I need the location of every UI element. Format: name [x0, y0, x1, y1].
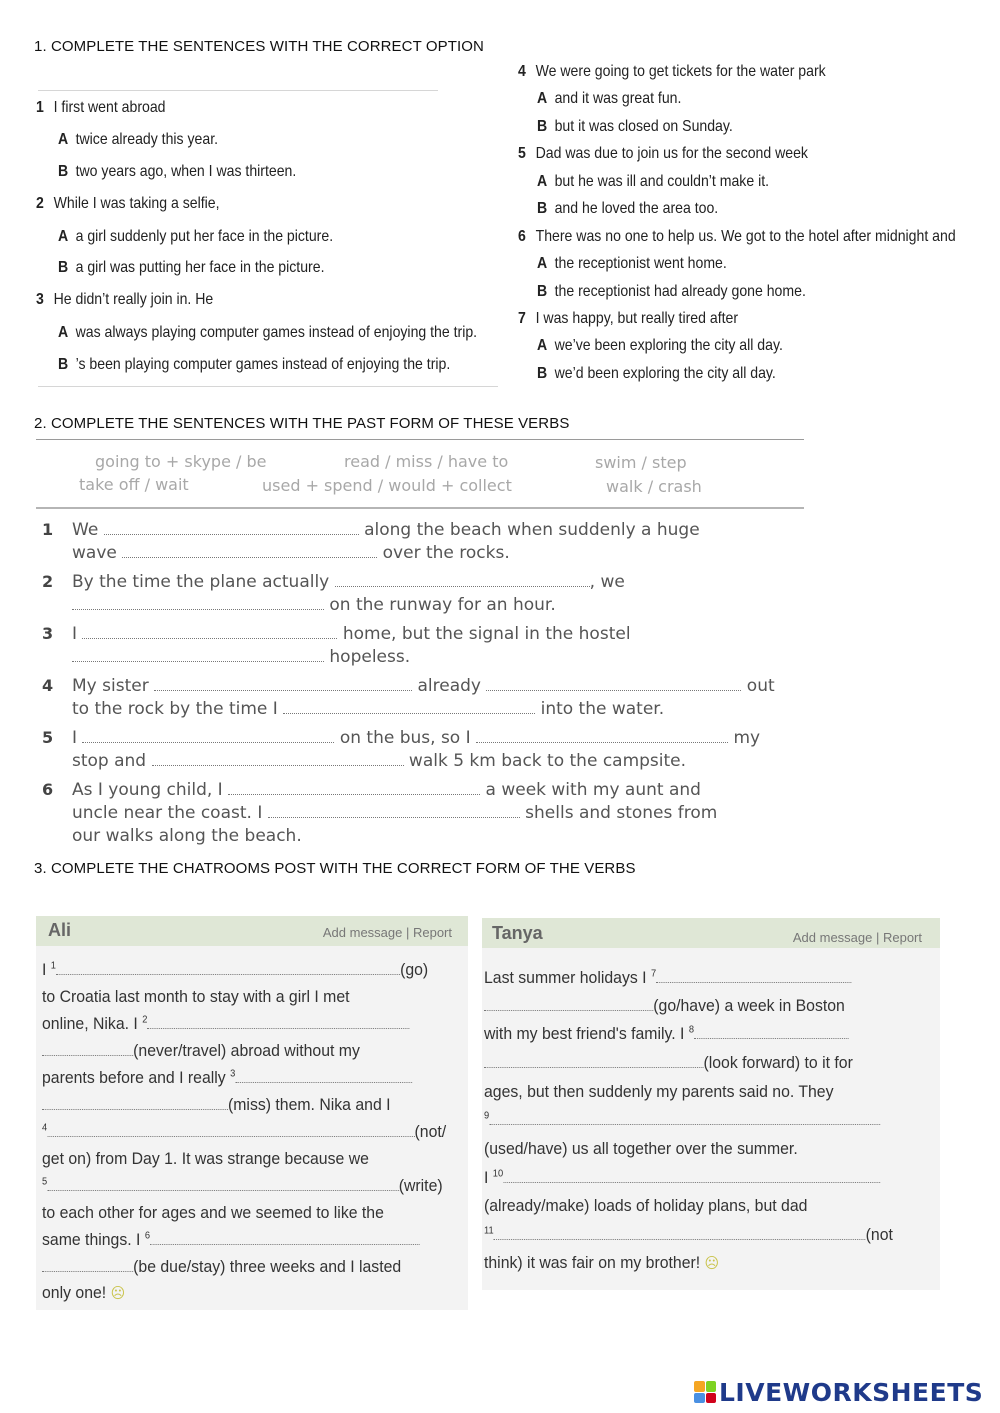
liveworksheets-logo	[694, 1378, 983, 1406]
answer-blank[interactable]	[656, 969, 851, 983]
option-5a[interactable]: A but he was ill and couldn’t make it.	[537, 173, 770, 190]
ali-line: (never/travel) abroad without my	[42, 1041, 360, 1061]
tanya-username: Tanya	[492, 923, 543, 943]
tanya-line: $^{11}$ (not	[484, 1225, 893, 1244]
divider	[38, 90, 438, 91]
answer-blank[interactable]	[335, 573, 590, 587]
section1-heading: 1. COMPLETE THE SENTENCES WITH THE CORRECT OPTION	[34, 38, 484, 55]
tanya-line: with my best friend's family. I $^8$	[484, 1024, 848, 1044]
tanya-line: (already/make) loads of holiday plans, but dad	[484, 1196, 808, 1215]
answer-blank[interactable]	[476, 729, 728, 743]
tanya-line: I $^{10}$	[484, 1168, 880, 1188]
answer-blank[interactable]	[154, 677, 412, 691]
item-5-line-2: stop and walk 5 km back to the campsite.	[72, 751, 687, 771]
ali-line: same things. I $^6$	[42, 1230, 420, 1250]
wordbox-top-line	[36, 439, 804, 440]
sad-face-icon: ☹	[704, 1255, 720, 1272]
answer-blank[interactable]	[147, 1015, 409, 1029]
ali-line: get on) from Day 1. It was strange because we	[42, 1149, 369, 1168]
tanya-line: 9	[484, 1110, 880, 1130]
item-4-line-1: My sister already out	[72, 676, 775, 696]
ali-line: only one! ☹	[42, 1283, 126, 1302]
item-2-line-1: By the time the plane actually , we	[72, 572, 625, 592]
answer-blank[interactable]	[104, 521, 359, 535]
ali-line: to each other for ages and we seemed to like the	[42, 1203, 384, 1222]
sad-face-icon: ☹	[110, 1285, 126, 1302]
tanya-line: (go/have) a week in Boston	[484, 996, 845, 1016]
answer-blank[interactable]	[72, 596, 324, 610]
answer-blank[interactable]	[42, 1258, 133, 1272]
option-6b[interactable]: B the receptionist had already gone home.	[537, 283, 806, 300]
answer-blank[interactable]	[494, 1226, 866, 1240]
item-6-line-2: uncle near the coast. I shells and stones from	[72, 803, 718, 823]
ali-add-message-report-links[interactable]: Add message | Report	[322, 925, 452, 940]
ali-line: parents before and I really $^3$	[42, 1068, 412, 1088]
item-1-line-1: We along the beach when suddenly a huge	[72, 520, 700, 540]
item-4-line-2: to the rock by the time I into the water.	[72, 699, 665, 719]
option-1a[interactable]: A twice already this year.	[58, 131, 219, 148]
option-1b[interactable]: B two years ago, when I was thirteen.	[58, 163, 297, 180]
ali-line: (miss) them. Nika and I	[42, 1095, 391, 1115]
ali-line: (be due/stay) three weeks and I lasted	[42, 1257, 401, 1277]
answer-blank[interactable]	[82, 625, 337, 639]
question-6: 6 There was no one to help us. We got to the hotel after midnight and	[518, 228, 956, 245]
answer-blank[interactable]	[150, 1231, 420, 1245]
ali-line: online, Nika. I $^2$	[42, 1014, 410, 1034]
tanya-line: (used/have) us all together over the summer.	[484, 1139, 798, 1158]
divider	[38, 386, 498, 387]
tanya-add-message-report-links[interactable]: Add message | Report	[792, 930, 922, 945]
word-option: going to + skype / be	[95, 452, 267, 471]
option-6a[interactable]: A the receptionist went home.	[537, 255, 727, 272]
option-2b[interactable]: B a girl was putting her face in the picture.	[58, 259, 325, 276]
item-6-line-3: our walks along the beach.	[72, 826, 302, 846]
tanya-line: ages, but then suddenly my parents said no. They	[484, 1082, 834, 1101]
answer-blank[interactable]	[42, 1042, 133, 1056]
option-3b[interactable]: B ’s been playing computer games instead of enjoying the trip.	[58, 356, 451, 373]
word-option: swim / step	[595, 453, 687, 472]
item-number: 4	[42, 676, 54, 695]
answer-blank[interactable]	[228, 781, 480, 795]
item-number: 1	[42, 520, 54, 539]
word-option: take off / wait	[79, 475, 189, 494]
answer-blank[interactable]	[152, 752, 404, 766]
option-2a[interactable]: A a girl suddenly put her face in the picture.	[58, 228, 334, 245]
question-5: 5 Dad was due to join us for the second week	[518, 145, 808, 162]
answer-blank[interactable]	[47, 1177, 399, 1191]
answer-blank[interactable]	[122, 544, 377, 558]
ali-line: $^4$ (not/	[42, 1122, 447, 1141]
item-number: 6	[42, 780, 54, 799]
option-5b[interactable]: B and he loved the area too.	[537, 200, 719, 217]
item-number: 5	[42, 728, 54, 747]
answer-blank[interactable]	[82, 729, 334, 743]
answer-blank[interactable]	[235, 1069, 412, 1083]
tanya-line: (look forward) to it for	[484, 1053, 853, 1073]
answer-blank[interactable]	[484, 1054, 703, 1068]
option-4b[interactable]: B but it was closed on Sunday.	[537, 118, 733, 135]
question-2: 2 While I was taking a selfie,	[36, 195, 220, 212]
word-option: used + spend / would + collect	[262, 476, 512, 495]
answer-blank[interactable]	[484, 997, 653, 1011]
question-1: 1 I first went abroad	[36, 99, 166, 116]
item-6-line-1: As I young child, I a week with my aunt and	[72, 780, 701, 800]
section2-heading: 2. COMPLETE THE SENTENCES WITH THE PAST FORM OF THESE VERBS	[34, 415, 570, 432]
answer-blank[interactable]	[268, 804, 520, 818]
ali-line: to Croatia last month to stay with a girl I met	[42, 987, 350, 1006]
item-3-line-2: hopeless.	[72, 647, 410, 667]
word-option: read / miss / have to	[344, 452, 509, 471]
answer-blank[interactable]	[503, 1169, 880, 1183]
answer-blank[interactable]	[47, 1123, 414, 1137]
option-3a[interactable]: A was always playing computer games instead of enjoying the trip.	[58, 324, 478, 341]
option-4a[interactable]: A and it was great fun.	[537, 90, 682, 107]
ali-line: $^5$ (write)	[42, 1176, 443, 1195]
answer-blank[interactable]	[283, 700, 535, 714]
option-7a[interactable]: A we’ve been exploring the city all day.	[537, 337, 783, 354]
answer-blank[interactable]	[56, 961, 400, 975]
ali-username: Ali	[48, 920, 72, 940]
liveworksheets-logo-text: LIVEWORKSHEETS	[719, 1377, 984, 1407]
item-2-line-2: on the runway for an hour.	[72, 595, 556, 615]
answer-blank[interactable]	[72, 648, 324, 662]
answer-blank[interactable]	[486, 677, 741, 691]
item-number: 2	[42, 572, 54, 591]
item-3-line-1: I home, but the signal in the hostel	[72, 624, 631, 644]
question-7: 7 I was happy, but really tired after	[518, 310, 739, 327]
section3-heading: 3. COMPLETE THE CHATROOMS POST WITH THE CORRECT FORM OF THE VERBS	[34, 860, 636, 877]
tanya-line: Last summer holidays I $^7$	[484, 968, 851, 988]
item-5-line-1: I on the bus, so I my	[72, 728, 761, 748]
option-7b[interactable]: B we’d been exploring the city all day.	[537, 365, 776, 382]
question-3: 3 He didn’t really join in. He	[36, 291, 214, 308]
item-1-line-2: wave over the rocks.	[72, 543, 510, 563]
item-number: 3	[42, 624, 54, 643]
answer-blank[interactable]	[694, 1025, 848, 1039]
answer-blank[interactable]	[489, 1111, 880, 1125]
ali-line: I $^1$ (go)	[42, 960, 429, 979]
word-option: walk / crash	[606, 477, 702, 496]
tanya-line: think) it was fair on my brother! ☹	[484, 1253, 720, 1272]
wordbox-bottom-line	[36, 507, 804, 509]
answer-blank[interactable]	[42, 1096, 228, 1110]
question-4: 4 We were going to get tickets for the water park	[518, 63, 826, 80]
liveworksheets-logo-icon	[694, 1381, 716, 1403]
